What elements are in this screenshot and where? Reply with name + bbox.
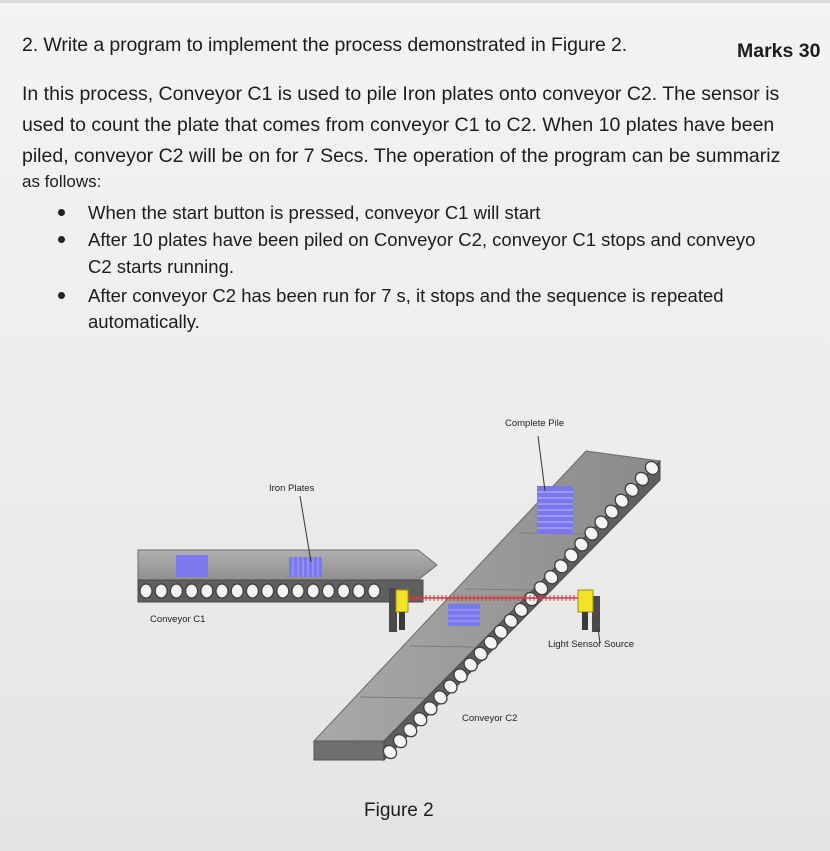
bullet-3-line-2: automatically. xyxy=(88,311,200,332)
question-marks: Marks 30 xyxy=(737,40,821,62)
label-iron-plates: Iron Plates xyxy=(269,483,315,494)
light-sensor-left xyxy=(389,588,408,632)
c1-roller xyxy=(140,584,152,598)
c1-roller xyxy=(322,584,334,598)
c1-roller xyxy=(307,584,319,598)
c1-roller xyxy=(155,584,167,598)
label-complete-pile: Complete Pile xyxy=(505,418,565,429)
light-sensor-source xyxy=(578,590,600,632)
c2-rollers xyxy=(381,459,661,761)
c1-roller xyxy=(262,584,274,598)
c1-roller xyxy=(186,584,198,598)
bullet-3-line-1: After conveyor C2 has been run for 7 s, it stops and the sequence is repeated xyxy=(88,285,724,306)
label-light-sensor: Light Sensor Source xyxy=(548,639,635,650)
iron-plate xyxy=(289,557,322,577)
intro-line-4: as follows: xyxy=(22,172,102,191)
leader-complete-pile xyxy=(538,436,545,491)
c1-roller xyxy=(201,584,213,598)
complete-pile-stripes xyxy=(537,492,573,528)
label-conveyor-c1: Conveyor C1 xyxy=(150,614,206,625)
intro-line-2: used to count the plate that comes from conveyor C1 to C2. When 10 plates have been xyxy=(22,114,775,136)
bullet-2-line-2: C2 starts running. xyxy=(88,256,235,277)
question-title: 2. Write a program to implement the process demonstrated in Figure 2. xyxy=(22,34,628,56)
c1-roller xyxy=(353,584,365,598)
bullet-1-line-1: When the start button is pressed, conveyor C1 will start xyxy=(88,202,541,223)
c1-roller xyxy=(277,584,289,598)
figure-caption: Figure 2 xyxy=(364,800,434,821)
iron-plate xyxy=(176,555,208,577)
c1-roller xyxy=(338,584,350,598)
c1-roller xyxy=(216,584,228,598)
iron-plate-c2 xyxy=(448,604,480,626)
c1-roller xyxy=(246,584,258,598)
c1-roller xyxy=(368,584,380,598)
c1-roller xyxy=(170,584,182,598)
intro-line-1: In this process, Conveyor C1 is used to pile Iron plates onto conveyor C2. The sensor is xyxy=(22,83,780,105)
label-conveyor-c2: Conveyor C2 xyxy=(462,713,518,724)
c1-roller xyxy=(231,584,243,598)
bullet-2-line-1: After 10 plates have been piled on Conveyor C2, conveyor C1 stops and conveyo xyxy=(88,229,756,250)
intro-line-3: piled, conveyor C2 will be on for 7 Secs. The operation of the program can be summariz xyxy=(22,145,781,167)
c1-roller xyxy=(292,584,304,598)
